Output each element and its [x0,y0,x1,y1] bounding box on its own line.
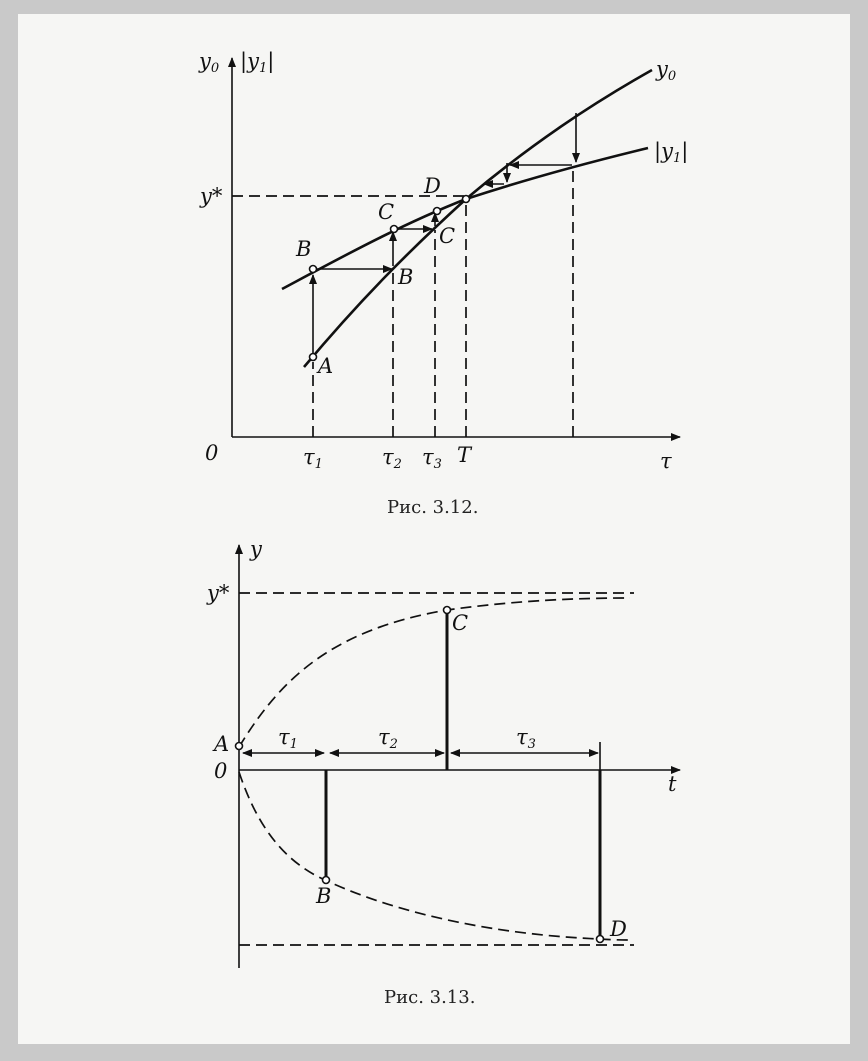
tick-tau2-label: τ2 [382,445,402,472]
figure-3-12 [198,49,688,518]
y-axis-label: y [250,537,262,561]
point-B1-label: B [296,237,312,261]
curve-y0 [304,70,652,367]
y-axis-label-y0: y0 [199,49,220,76]
lower-envelope [239,772,632,940]
interval-1-label: τ1 [278,725,298,752]
x-axis-label: τ [660,449,672,473]
tick-T-label: T [457,443,472,467]
point-C1-marker [391,226,398,233]
point-C2-label: C [439,224,456,248]
point-C-label: C [452,611,469,635]
caption-3-12: Рис. 3.12. [387,497,479,518]
interval-3-label: τ3 [516,725,536,752]
tick-tau3-label: τ3 [422,445,442,472]
ystar-label: y* [207,581,230,605]
origin-label: 0 [214,759,228,783]
point-C1-label: C [378,200,395,224]
curve-y1 [282,148,648,289]
point-B-marker [323,877,330,884]
point-D-marker [597,936,604,943]
point-B2-label: B [398,265,414,289]
interval-2-label: τ2 [378,725,398,752]
point-D-label: D [424,174,441,198]
point-A-label: A [318,354,334,378]
caption-3-13: Рис. 3.13. [384,987,476,1008]
tick-tau1-label: τ1 [303,445,323,472]
ystar-label: y* [200,184,223,208]
upper-envelope [239,598,630,747]
point-D-marker [463,196,470,203]
point-C-marker [444,607,451,614]
point-A-marker [310,354,317,361]
figure-3-13 [206,537,680,1008]
curve-y1-label: |y1| [654,139,689,166]
point-B1-marker [310,266,317,273]
point-D-label: D [610,917,627,941]
curve-y0-label: y0 [656,57,677,84]
point-B-label: B [316,884,332,908]
point-C2-marker [434,208,441,215]
point-A-marker [236,743,243,750]
origin-label: 0 [205,441,219,465]
x-axis-label: t [668,772,677,796]
y-axis-label-y1: |y1| [240,49,275,76]
point-A-label: A [214,732,230,756]
